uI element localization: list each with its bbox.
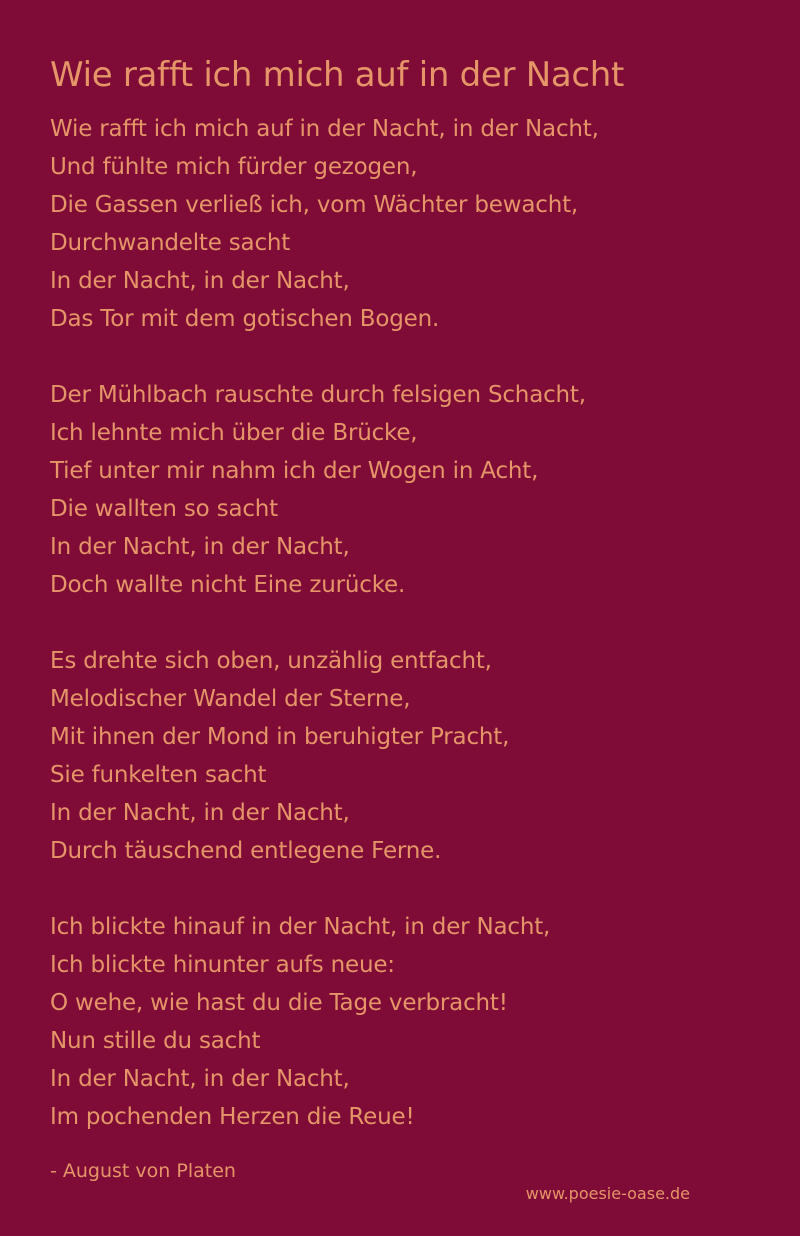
poem-line: Mit ihnen der Mond in beruhigter Pracht,	[50, 724, 510, 750]
poem-line: In der Nacht, in der Nacht,	[50, 534, 350, 560]
stanza-1	[50, 110, 750, 338]
poem-body	[50, 110, 750, 1174]
stanza-4	[50, 908, 750, 1136]
poem-line: Das Tor mit dem gotischen Bogen.	[50, 306, 440, 332]
poem-line: Durchwandelte sacht	[50, 230, 291, 256]
poem-line: Es drehte sich oben, unzählig entfacht,	[50, 648, 492, 674]
poem-line: Die Gassen verließ ich, vom Wächter bewacht,	[50, 192, 578, 218]
poem-line: In der Nacht, in der Nacht,	[50, 1066, 350, 1092]
stanza-2	[50, 376, 750, 604]
poem-line: Und fühlte mich fürder gezogen,	[50, 154, 418, 180]
poem-line: Wie rafft ich mich auf in der Nacht, in der Nacht,	[50, 116, 599, 142]
poem-line: Der Mühlbach rauschte durch felsigen Schacht,	[50, 382, 586, 408]
poem-line: In der Nacht, in der Nacht,	[50, 268, 350, 294]
stanza-3	[50, 642, 750, 870]
poem-line: Durch täuschend entlegene Ferne.	[50, 838, 442, 864]
poem-line: Tief unter mir nahm ich der Wogen in Acht,	[50, 458, 539, 484]
poem-line: Sie funkelten sacht	[50, 762, 267, 788]
poem-line: Im pochenden Herzen die Reue!	[50, 1104, 415, 1130]
poem-line: Ich lehnte mich über die Brücke,	[50, 420, 418, 446]
poem-line: O wehe, wie hast du die Tage verbracht!	[50, 990, 508, 1016]
poem-author: - August von Platen	[50, 1160, 236, 1182]
poem-line: Doch wallte nicht Eine zurücke.	[50, 572, 406, 598]
poem-line: Melodischer Wandel der Sterne,	[50, 686, 411, 712]
poem-line: Ich blickte hinunter aufs neue:	[50, 952, 395, 978]
poem-line: Nun stille du sacht	[50, 1028, 261, 1054]
poem-line: In der Nacht, in der Nacht,	[50, 800, 350, 826]
poem-line: Ich blickte hinauf in der Nacht, in der Nacht,	[50, 914, 551, 940]
poem-title: Wie rafft ich mich auf in der Nacht	[50, 55, 625, 95]
poem-line: Die wallten so sacht	[50, 496, 278, 522]
website-credit: www.poesie-oase.de	[525, 1184, 690, 1203]
